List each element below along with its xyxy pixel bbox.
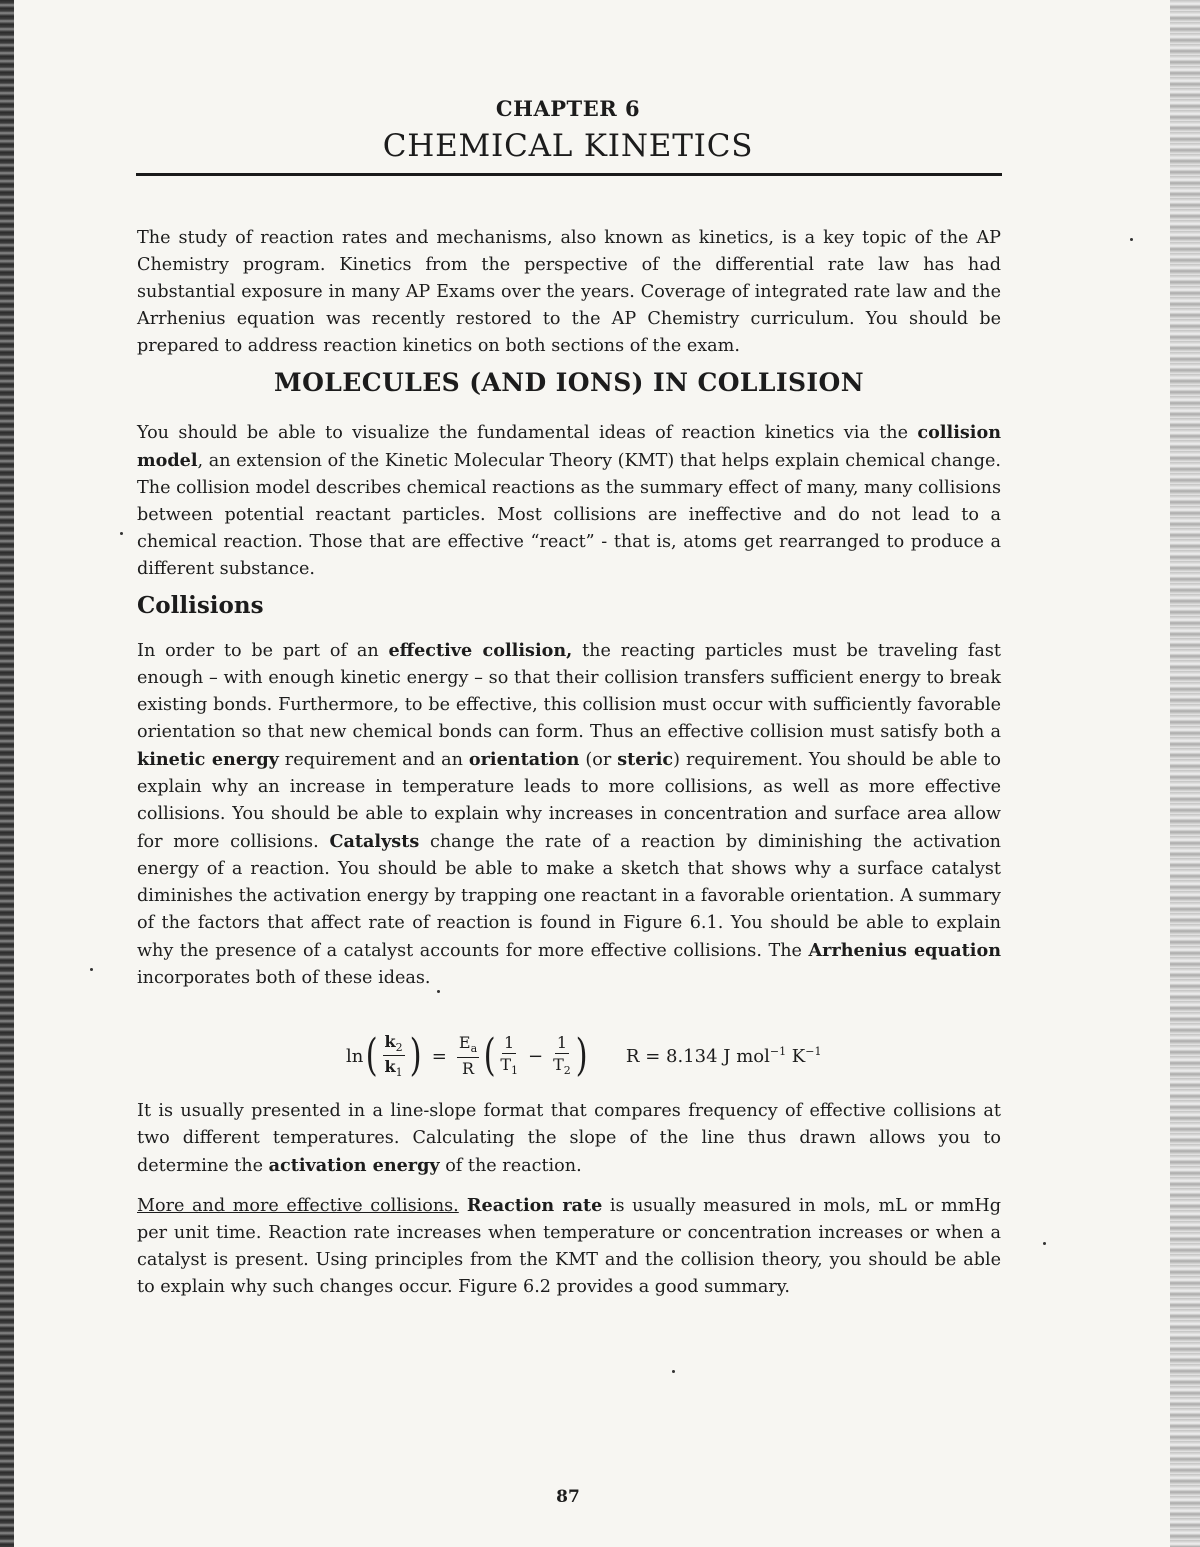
term-kinetic-energy: kinetic energy (137, 749, 279, 770)
scan-speck (120, 532, 123, 535)
paren-close-icon: ) (575, 1030, 588, 1081)
intro-paragraph: The study of reaction rates and mechanisms, also known as kinetics, is a key topic of the AP Chemistry program. Kinetics from the perspective of the differential rate law has had substantial exposure in many AP Exams over the years. Coverage of integrated rate law and the Arrhenius equation was recently restored to the AP Chemistry curriculum. You should be prepared to address reaction kinetics on both sections of the exam. (137, 228, 1001, 356)
scan-speck (672, 1370, 675, 1373)
term-collision-model: collision model (137, 422, 1001, 471)
reaction-rate-paragraph (137, 1192, 1001, 1301)
eq-one: 1 (556, 1033, 567, 1053)
eq-fraction-t1 (500, 1035, 518, 1076)
page-number: 87 (556, 1487, 580, 1507)
term-effective-collision: effective collision, (388, 640, 573, 661)
section-heading: MOLECULES (AND IONS) IN COLLISION (274, 368, 864, 397)
eq-ea-sub: a (470, 1042, 478, 1056)
scan-speck (90, 968, 93, 971)
text-run: You should be able to visualize the fundamental ideas of reaction kinetics via the (137, 423, 918, 443)
scan-edge-right (1170, 0, 1200, 1547)
eq-t2: T (553, 1055, 564, 1075)
eq-ea: E (458, 1033, 471, 1053)
term-orientation: orientation (468, 749, 580, 770)
gas-constant (626, 1045, 822, 1067)
eq-k2: k (384, 1031, 396, 1051)
text-run: (or (579, 750, 618, 770)
eq-t2-sub: 2 (563, 1064, 571, 1078)
eq-fraction-t2 (553, 1035, 571, 1076)
term-activation-energy: activation energy (268, 1155, 440, 1176)
text-run: requirement and an (278, 750, 469, 770)
scan-speck (1043, 1242, 1046, 1245)
underlined-lead: More and more effective collisions. (137, 1196, 459, 1216)
arrhenius-equation (346, 1026, 906, 1086)
scan-speck (1130, 238, 1133, 241)
line-slope-paragraph (137, 1098, 1001, 1180)
collision-model-paragraph (137, 419, 1001, 583)
effective-collision-paragraph (137, 637, 1001, 992)
eq-ln: ln (346, 1045, 364, 1067)
eq-exponent: −1 (805, 1045, 822, 1058)
eq-fraction-ea-r (457, 1035, 479, 1076)
eq-k1: k (384, 1057, 396, 1076)
paren-open-icon: ( (483, 1030, 496, 1081)
text-run: is usually measured in mols, mL or mmHg per unit time. Reaction rate increases when temperature or concentration increases or when a catalyst is present. Using principles from the KMT and the collision theory, you should be able to explain why such changes occur. Figure 6.2 provides a good summary. (137, 1196, 1002, 1297)
text-run: incorporates both of these ideas. (137, 968, 431, 988)
eq-fraction-k (383, 1031, 405, 1080)
chapter-title: CHEMICAL KINETICS (382, 128, 754, 164)
text-run: the reacting particles must be traveling fast enough – with enough kinetic energy – so that their collision transfers sufficient energy to break existing bonds. Furthermore, to be effective, this collision must occur with sufficiently favorable orientation so that new chemical bonds can form. Thus an effective collision must satisfy both a (137, 641, 1001, 742)
term-catalysts: Catalysts (329, 831, 420, 852)
text-run: , an extension of the Kinetic Molecular Theory (KMT) that helps explain chemical change. The collision model describes chemical reactions as the summary effect of many, many collisions between potential reactant particles. Most collisions are ineffective and do not lead to a chemical reaction. Those that are effective “react” - that is, atoms get rearranged to produce a different substance. (137, 451, 1001, 579)
eq-k1-sub: 1 (395, 1066, 403, 1080)
eq-one: 1 (504, 1033, 515, 1053)
term-steric: steric (617, 749, 674, 770)
text-run: ) requirement. You should be able to explain why an increase in temperature leads to more collisions, as well as more effective collisions. You should be able to explain why increases in concentration and surface area allow for more collisions. (137, 750, 1001, 852)
eq-kelvin: K (786, 1046, 806, 1067)
eq-r: R (461, 1058, 475, 1078)
text-run: change the rate of a reaction by diminishing the activation energy of a reaction. You should be able to make a sketch that shows why a surface catalyst diminishes the activation energy by trapping one reactant in a favorable orientation. A summary of the factors that affect rate of reaction is found in Figure 6.1. You should be able to explain why the presence of a catalyst accounts for more effective collisions. The (137, 832, 1001, 961)
eq-t1-sub: 1 (510, 1064, 518, 1078)
text-run: It is usually presented in a line-slope format that compares frequency of effective collisions at two different temperatures. Calculating the slope of the line thus drawn allows you to determine the (137, 1101, 1001, 1176)
scan-edge-left (0, 0, 14, 1547)
chapter-label: CHAPTER 6 (495, 96, 641, 121)
text-run: of the reaction. (439, 1156, 582, 1176)
paren-open-icon: ( (365, 1030, 378, 1081)
title-rule (136, 173, 1002, 176)
eq-constant: R = 8.134 J mol (625, 1046, 770, 1067)
eq-equals: = (431, 1045, 447, 1067)
eq-t1: T (500, 1055, 511, 1075)
paren-close-icon: ) (409, 1030, 422, 1081)
subsection-heading: Collisions (137, 592, 264, 619)
eq-exponent: −1 (769, 1045, 787, 1058)
term-arrhenius-equation: Arrhenius equation (808, 940, 1001, 961)
eq-minus: − (527, 1045, 544, 1067)
text-run: In order to be part of an (137, 641, 389, 661)
term-reaction-rate: Reaction rate (458, 1195, 603, 1216)
eq-k2-sub: 2 (395, 1041, 403, 1054)
